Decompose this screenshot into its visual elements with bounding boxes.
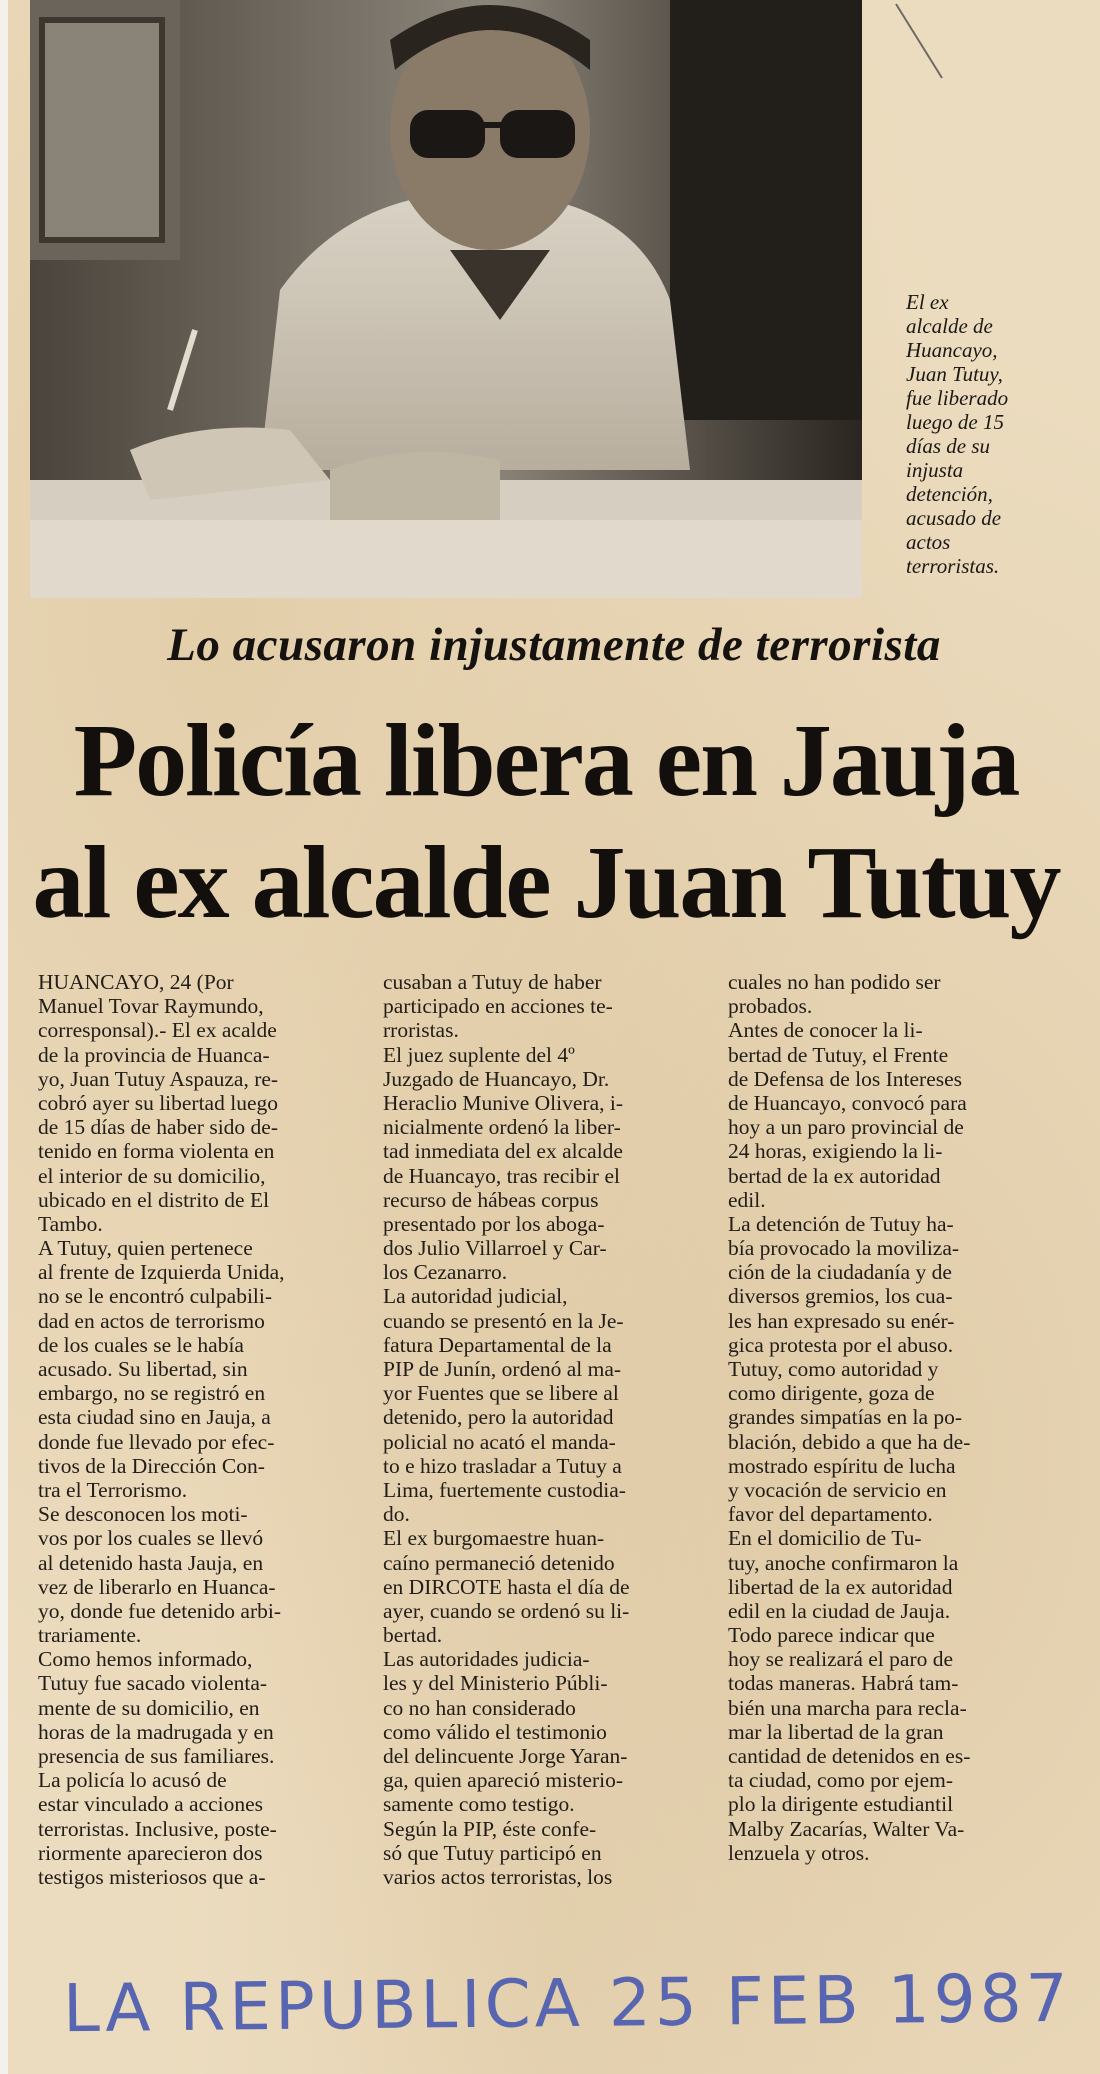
article-line: ayer, cuando se ordenó su li-	[383, 1598, 630, 1623]
article-line: del delincuente Jorge Yaran-	[383, 1744, 628, 1768]
article-line: estar vinculado a acciones	[38, 1792, 264, 1817]
caption-line: terroristas.	[906, 554, 1000, 578]
article-line: edil.	[728, 1187, 766, 1212]
article-line: favor del departamento.	[728, 1502, 933, 1527]
article-line: recurso de hábeas corpus	[383, 1187, 599, 1212]
article-line: al detenido hasta Jauja, en	[38, 1550, 264, 1575]
article-line: tra el Terrorismo.	[38, 1477, 188, 1502]
portrait-photo-graphic	[30, 0, 862, 598]
article-line: bía provocado la moviliza-	[728, 1236, 960, 1261]
article-line: yo, Juan Tutuy Aspauza, re-	[38, 1066, 279, 1091]
article-column-1	[38, 970, 366, 1889]
caption-line: días de su	[906, 434, 990, 458]
article-line: y vocación de servicio en	[728, 1477, 947, 1502]
headline	[26, 700, 1066, 944]
article-line: tenido en forma violenta en	[38, 1139, 275, 1164]
article-column-3	[728, 970, 1056, 1865]
article-line: el interior de su domicilio,	[38, 1163, 266, 1188]
article-line: grandes simpatías en la po-	[728, 1405, 963, 1430]
article-line: Tutuy fue sacado violenta-	[38, 1671, 268, 1696]
article-line: Se desconocen los moti-	[38, 1502, 248, 1527]
article-line: como válido el testimonio	[383, 1719, 607, 1744]
article-line: mente de su domicilio, en	[38, 1695, 260, 1720]
article-line: La policía lo acusó de	[38, 1768, 227, 1793]
article-line: les han expresado su enér-	[728, 1308, 955, 1333]
article-line: co no han considerado	[383, 1695, 576, 1720]
article-line: Según la PIP, éste confe-	[383, 1816, 597, 1841]
article-line: horas de la madrugada y en	[38, 1719, 274, 1744]
article-line: cantidad de detenidos en es-	[728, 1744, 971, 1768]
article-line: Como hemos informado,	[38, 1647, 253, 1672]
article-line: varios actos terroristas, los	[383, 1864, 613, 1889]
article-line: de Huancayo, convocó para	[728, 1090, 967, 1115]
article-line: testigos misteriosos que a-	[38, 1864, 266, 1889]
article-line: 24 horas, exigiendo la li-	[728, 1139, 943, 1164]
article-line: tuy, anoche confirmaron la	[728, 1550, 959, 1575]
article-line: samente como testigo.	[383, 1792, 575, 1817]
article-line: bién una marcha para recla-	[728, 1695, 967, 1720]
article-line: bertad.	[383, 1623, 443, 1648]
article-line: hoy se realizará el paro de	[728, 1647, 954, 1672]
article-line: HUANCAYO, 24 (Por	[38, 970, 234, 994]
article-line: diversos gremios, los cua-	[728, 1284, 953, 1309]
article-line: ga, quien apareció misterio-	[383, 1768, 623, 1793]
article-line: Heraclio Munive Olivera, i-	[383, 1090, 623, 1115]
caption-line: Juan Tutuy,	[906, 362, 1003, 386]
article-line: corresponsal).- El ex acalde	[38, 1018, 277, 1043]
article-line: vos por los cuales se llevó	[38, 1526, 264, 1551]
article-line: En el domicilio de Tu-	[728, 1526, 922, 1551]
article-line: dos Julio Villarroel y Car-	[383, 1236, 607, 1261]
article-line: Juzgado de Huancayo, Dr.	[383, 1066, 610, 1091]
article-line: A Tutuy, quien pertenece	[38, 1236, 253, 1261]
article-line: fatura Departamental de la	[383, 1332, 612, 1357]
article-line: cobró ayer su libertad luego	[38, 1090, 278, 1115]
article-line: Lima, fuertemente custodia-	[383, 1477, 626, 1502]
article-line: rroristas.	[383, 1018, 459, 1043]
article-line: blación, debido a que ha de-	[728, 1429, 971, 1454]
article-line: trariamente.	[38, 1623, 142, 1648]
article-line: vez de liberarlo en Huanca-	[38, 1574, 276, 1599]
article-line: edil en la ciudad de Jauja.	[728, 1598, 951, 1623]
article-line: gica protesta por el abuso.	[728, 1332, 954, 1357]
article-line: de los cuales se le había	[38, 1332, 244, 1357]
article-line: Antes de conocer la li-	[728, 1018, 923, 1043]
handwritten-source-note: LA REPUBLICA 25 FEB 1987	[62, 1959, 1073, 2048]
article-line: Manuel Tovar Raymundo,	[38, 994, 264, 1019]
article-column-2	[383, 970, 711, 1889]
article-line: les y del Ministerio Públi-	[383, 1671, 608, 1696]
article-line: todas maneras. Habrá tam-	[728, 1671, 959, 1696]
article-line: tivos de la Dirección Con-	[38, 1453, 265, 1478]
article-line: donde fue llevado por efec-	[38, 1429, 275, 1454]
article-line: probados.	[728, 994, 813, 1019]
article-line: El ex burgomaestre huan-	[383, 1526, 605, 1551]
article-line: presencia de sus familiares.	[38, 1744, 275, 1768]
article-line: mostrado espíritu de lucha	[728, 1453, 956, 1478]
caption-line: fue liberado	[906, 386, 1009, 410]
caption-line: acusado de	[906, 506, 1002, 530]
article-line: de Huancayo, tras recibir el	[383, 1163, 620, 1188]
article-line: terroristas. Inclusive, poste-	[38, 1816, 277, 1841]
article-line: de la provincia de Huanca-	[38, 1042, 270, 1067]
kicker-subtitle: Lo acusaron injustamente de terrorista	[167, 619, 941, 671]
portrait-photo	[30, 0, 862, 598]
article-line: los Cezanarro.	[383, 1260, 508, 1285]
article-line: yo, donde fue detenido arbi-	[38, 1598, 281, 1623]
article-line: al frente de Izquierda Unida,	[38, 1260, 285, 1285]
article-line: acusado. Su libertad, sin	[38, 1357, 248, 1381]
caption-line: injusta	[906, 458, 964, 482]
article-line: ción de la ciudadanía y de	[728, 1260, 952, 1285]
headline-line: al ex alcalde Juan Tutuy	[32, 825, 1060, 940]
article-line: cuales no han podido ser	[728, 970, 941, 994]
article-line: do.	[383, 1502, 410, 1527]
article-line: embargo, no se registró en	[38, 1381, 266, 1406]
article-line: en DIRCOTE hasta el día de	[383, 1574, 630, 1599]
article-line: nicialmente ordenó la liber-	[383, 1115, 621, 1140]
photo-caption	[906, 290, 1056, 578]
article-line: libertad de la ex autoridad	[728, 1574, 953, 1599]
article-line: como dirigente, goza de	[728, 1381, 935, 1406]
article-line: Malby Zacarías, Walter Va-	[728, 1816, 965, 1841]
article-line: tad inmediata del ex alcalde	[383, 1139, 623, 1164]
article-line: dad en actos de terrorismo	[38, 1308, 265, 1333]
article-line: plo la dirigente estudiantil	[728, 1792, 954, 1817]
article-line: El juez suplente del 4º	[383, 1042, 575, 1067]
caption-line: El ex	[906, 290, 949, 314]
article-line: de 15 días de haber sido de-	[38, 1115, 279, 1140]
article-line: presentado por los aboga-	[383, 1211, 605, 1236]
caption-line: Huancayo,	[906, 338, 998, 362]
caption-line: luego de 15	[906, 410, 1004, 434]
article-line: hoy a un paro provincial de	[728, 1115, 964, 1140]
article-line: Tutuy, como autoridad y	[728, 1357, 939, 1381]
article-line: esta ciudad sino en Jauja, a	[38, 1405, 271, 1430]
article-line: La autoridad judicial,	[383, 1284, 568, 1309]
article-line: bertad de Tutuy, el Frente	[728, 1042, 949, 1067]
article-line: riormente aparecieron dos	[38, 1840, 263, 1865]
article-line: La detención de Tutuy ha-	[728, 1211, 954, 1236]
article-line: mar la libertad de la gran	[728, 1719, 944, 1744]
staple-mark	[894, 0, 954, 80]
article-line: policial no acató el manda-	[383, 1429, 616, 1454]
article-line: ubicado en el distrito de El	[38, 1187, 270, 1212]
article-line: caíno permaneció detenido	[383, 1550, 615, 1575]
article-line: yor Fuentes que se libere al	[383, 1381, 619, 1406]
article-line: lenzuela y otros.	[728, 1840, 870, 1865]
article-line: PIP de Junín, ordenó al ma-	[383, 1357, 622, 1381]
article-line: to e hizo trasladar a Tutuy a	[383, 1453, 622, 1478]
article-line: cuando se presentó en la Je-	[383, 1308, 624, 1333]
article-line: detenido, pero la autoridad	[383, 1405, 614, 1430]
article-line: cusaban a Tutuy de haber	[383, 970, 602, 994]
article-line: no se le encontró culpabili-	[38, 1284, 273, 1309]
caption-line: alcalde de	[906, 314, 993, 338]
article-line: só que Tutuy participó en	[383, 1840, 602, 1865]
caption-line: actos	[906, 530, 951, 554]
article-line: ta ciudad, como por ejem-	[728, 1768, 954, 1793]
article-line: de Defensa de los Intereses	[728, 1066, 963, 1091]
article-line: Las autoridades judicia-	[383, 1647, 590, 1672]
headline-line: Policía libera en Jauja	[73, 703, 1019, 818]
article-line: bertad de la ex autoridad	[728, 1163, 941, 1188]
article-line: Todo parece indicar que	[728, 1623, 935, 1648]
article-line: Tambo.	[38, 1211, 103, 1236]
caption-line: detención,	[906, 482, 993, 506]
article-line: participado en acciones te-	[383, 994, 613, 1019]
newspaper-clipping	[8, 0, 1100, 2074]
